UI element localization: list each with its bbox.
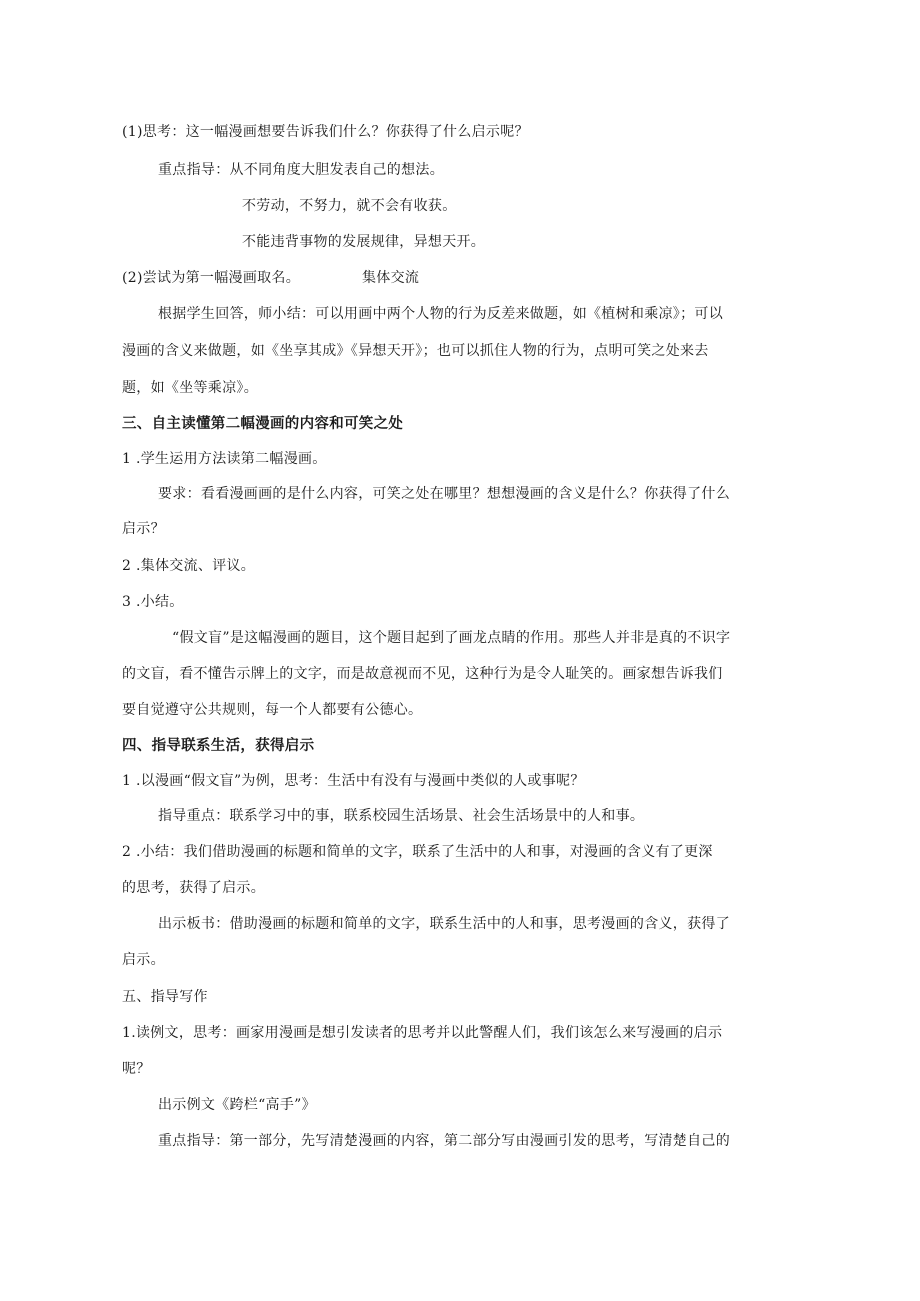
answer-1: 不劳动，不努力，就不会有收获。 [242,198,457,214]
board-line: 启示。 [122,952,165,968]
requirement-line: 要求：看看漫画画的是什么内容，可笑之处在哪里？想想漫画的含义是什么？你获得了什么 [158,486,730,502]
paragraph-line: “假文盲”是这幅漫画的题目，这个题目起到了画龙点睛的作用。那些人并非是真的不识字 [172,630,731,646]
list-item: 1 .以漫画“假文盲”为例，思考：生活中有没有与漫画中类似的人或事呢？ [122,773,585,789]
question-2: (2)尝试为第一幅漫画取名。 [122,270,301,286]
guide-point: 重点指导：从不同角度大胆发表自己的想法。 [158,162,444,178]
board-line: 出示板书：借助漫画的标题和简单的文字，联系生活中的人和事，思考漫画的含义，获得了 [158,916,730,932]
list-item: 1.读例文，思考：画家用漫画是想引发读者的思考并以此警醒人们，我们该怎么来写漫画的启示 [122,1025,723,1041]
list-item: 2 .集体交流、评议。 [122,558,256,574]
summary-line: 根据学生回答，师小结：可以用画中两个人物的行为反差来做题，如《植树和乘凉》；可以 [158,306,723,322]
summary-line: 题，如《坐等乘凉》。 [122,380,258,396]
summary-line: 漫画的含义来做题，如《坐享其成》《异想天开》；也可以抓住人物的行为，点明可笑之处来去 [122,343,709,359]
question-1: (1)思考：这一幅漫画想要告诉我们什么？你获得了什么启示呢？ [122,124,529,140]
list-item: 2 .小结：我们借助漫画的标题和简单的文字，联系了生活中的人和事，对漫画的含义有了更深 [122,844,713,860]
paragraph-line: 的文盲，看不懂告示牌上的文字，而是故意视而不见，这种行为是令人耻笑的。画家想告诉我们 [122,666,723,682]
question-2-note: 集体交流 [362,270,420,286]
section-heading-3: 三、自主读懂第二幅漫画的内容和可笑之处 [122,416,404,432]
list-item: 3 .小结。 [122,594,184,610]
guide-point: 重点指导：第一部分，先写清楚漫画的内容，第二部分写由漫画引发的思考，写清楚自己的 [158,1133,730,1149]
section-heading-4: 四、指导联系生活，获得启示 [122,738,315,754]
example-title: 出示例文《跨栏“高手”》 [158,1097,316,1113]
list-item-continuation: 呢？ [122,1061,151,1077]
guide-point: 指导重点：联系学习中的事，联系校园生活场景、社会生活场景中的人和事。 [158,808,645,824]
section-heading-5: 五、指导写作 [122,989,208,1005]
paragraph-line: 要自觉遵守公共规则，每一个人都要有公德心。 [122,702,423,718]
list-item-continuation: 的思考，获得了启示。 [122,880,265,896]
list-item: 1 .学生运用方法读第二幅漫画。 [122,451,327,467]
answer-2: 不能违背事物的发展规律，异想天开。 [242,234,486,250]
requirement-line: 启示？ [122,521,165,537]
